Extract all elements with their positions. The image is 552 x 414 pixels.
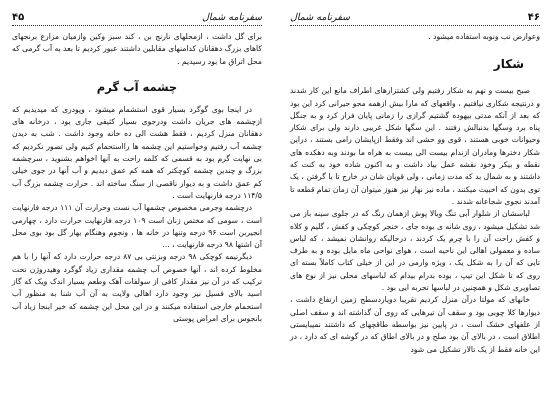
left-body-paragraph-3: دیگرنیمه کوچکی ۹۸ درجه وبزنتی بی ۸۷ درجه حرارت دارد که آنها را با هم مخلوط کرده اند ، آنها خصوص آب چشمه مقداری زیاد گوگرد وهیدروژن تحت ترکیب که در آن نیز مقدار کافی از سولفات آهک وطعم بسیار اندک ویک که گاز اسید بالای فسیل نیز وجود دارد اهالی ولایت به آن آب شنا به منظور آب استحمام خارجی استفاده میکنند و در این محل این چشمه که خیر اینجا زیاد آب بانجوس برای امراض پوستی — [12, 252, 262, 323]
left-section-heading: چشمه آب گرم — [96, 79, 178, 94]
right-page — [276, 0, 552, 414]
left-body-paragraph-1: در اینجا بوی گوگرد بسیار قوی استشمام میشود ، وپودری که میدیدیم که ازچشمه های جریان داشت ودرجوی بسیار کثیفی جاری بود ، درخانه های دهقانان منزل کردیم ، فقط هشت الی ده خانه وجود داشت . شب به دیدن چشمه آب رفتیم وخواستیم این چشمه ها رااستحمام کنیم ولی تصور نکردیم که بی نهایت گرم بود به قسمی که کلمه راحت به آنها اخواهم بشنوید ، سرچشمه بزرگ و چندین چشمه کوچکتر که همه کم عمق دیدیم و آب آنها در جوی خیلی کم عمق داشت و به دیوار ناقصی از سنگ ساخته اند . حرارت چشمه بزرگ آب ۱۱۴/۵ درجه فارنهایت است . — [12, 104, 262, 200]
left-page-number: ۴۵ — [12, 12, 25, 23]
left-running-title: سفرنامه شمال — [202, 12, 262, 23]
left-body-paragraph-2: درچشمه وجرمی مخصوص چشمها آب نست وحرارت آن ۱۱۱ درجه فارنهایت است ، سومی که مختص زنان است ۱۰۹ درجه فارنهایت حرارت دارد ، چهارمی انجیربن است ۹۶ درجه وتنها در خانه ها ، ونجوم وهنگام بهار گل بود بوی محل آن اشتها ۹۸ درجه فارنهایت ، ... — [12, 203, 263, 250]
left-opening-paragraph: برای گل داشت ، ازمحلهای نارنج بن ، کند سبز وکین وازمیان مزارع برنجهای کاهای بزرگ دهقانان کدامنهای مقابلین داشتند عبور کردیم تا بعد به آب گرمی که محل اتراق ما بود رسیدیم . — [12, 32, 262, 66]
right-opening-line: وعوارض تب ونوبه استفاده میشود . — [428, 32, 540, 41]
right-body-paragraph-3: خانهای که مولتا درآن منزل کردیم تقریبا دویاردسطح زمین ارتفاع داشت ، دیوارها کلا چوبی بود و سقف آن تیرهایی که روی آن گذاشته اند و سقف اصلی از علفهای خشک است ، در پایین نیز بواسطه طاقچهای که داشتند نمیبایستی اطلاق است ، در بالای آن بود صلح و در بالای اطاق که در گوشه ای که دارد ، در این خانه فقط از یک تالار تشکیل می شود — [290, 295, 540, 354]
right-running-head — [290, 12, 540, 26]
right-body-paragraph-2: لباسشان از شلوار آبی تنگ وبالا پوش ازهمان رنگ که در جلوی سینه باز می شد تشکیل میشود ، روی شانه ی بوده جای ، خنجر کوچکی و کفش ، گلیم و کلاه و کفش راحت آن را با چرم یک کردند ، درحالیکه روانشان نمیشد ، که لباس ساده و معمولی اهالی این ناحیه است ، هوای نواحی ماه مایل بوده و به طرف تایی که آن را به شکل یک ، ویژه وارمی در این از خیلی کتاب کاملاً بسته ای روی که تا شکل این تیپ ، بوده بدرام بیدام که لباسهای محلی نیز از نوع های تصاویری شکل و همچنین در لباسها تجربه ایی بود . — [290, 209, 540, 293]
right-running-title: سفرنامه شمال — [290, 12, 350, 23]
right-section-heading: شکار — [493, 57, 524, 72]
left-running-head — [12, 12, 262, 26]
right-body-paragraph-1: صبح بیست و نهم به شکار رفتیم ولی کشتزارهای اطراف مانع این کار شدند و درنتیجه شکاری نیافتیم ، واقعهای که مارا بیش ازهمه محو حیرانی کرد این بود که بعد از آنکه مدتی بیهوده گشتیم گرازی را زمانی پایان فرار کرد و به جنگل پناه برد وسگها بدنبالش رفتند . این سگها شکل غریبی دارند ولی برای شکار وحیوانات خوبی هستند ، قوی وو حشی اند وفقط ازپایشان رامی بستند ، دراین شکار دخترها ومادران ازندام بیست الی بیست به هراه ما بودند وبه دهکده های نقطه و بیکر وخود نقشه عمل بیاد داشت و به اکنون شاده خود به کنت که داشتند و به شمال بد که مدت زمانی ، ولی قویان شان در خارج تا با گرفتن ، یک توی بدون که اخبیت میکنند ، ماده نیز نهار نیز هنوز میتوان آن زمان تمام قطعه تا آمدند نجوی شجاعانه شدند . — [290, 86, 540, 206]
right-page-number: ۴۶ — [527, 12, 540, 23]
